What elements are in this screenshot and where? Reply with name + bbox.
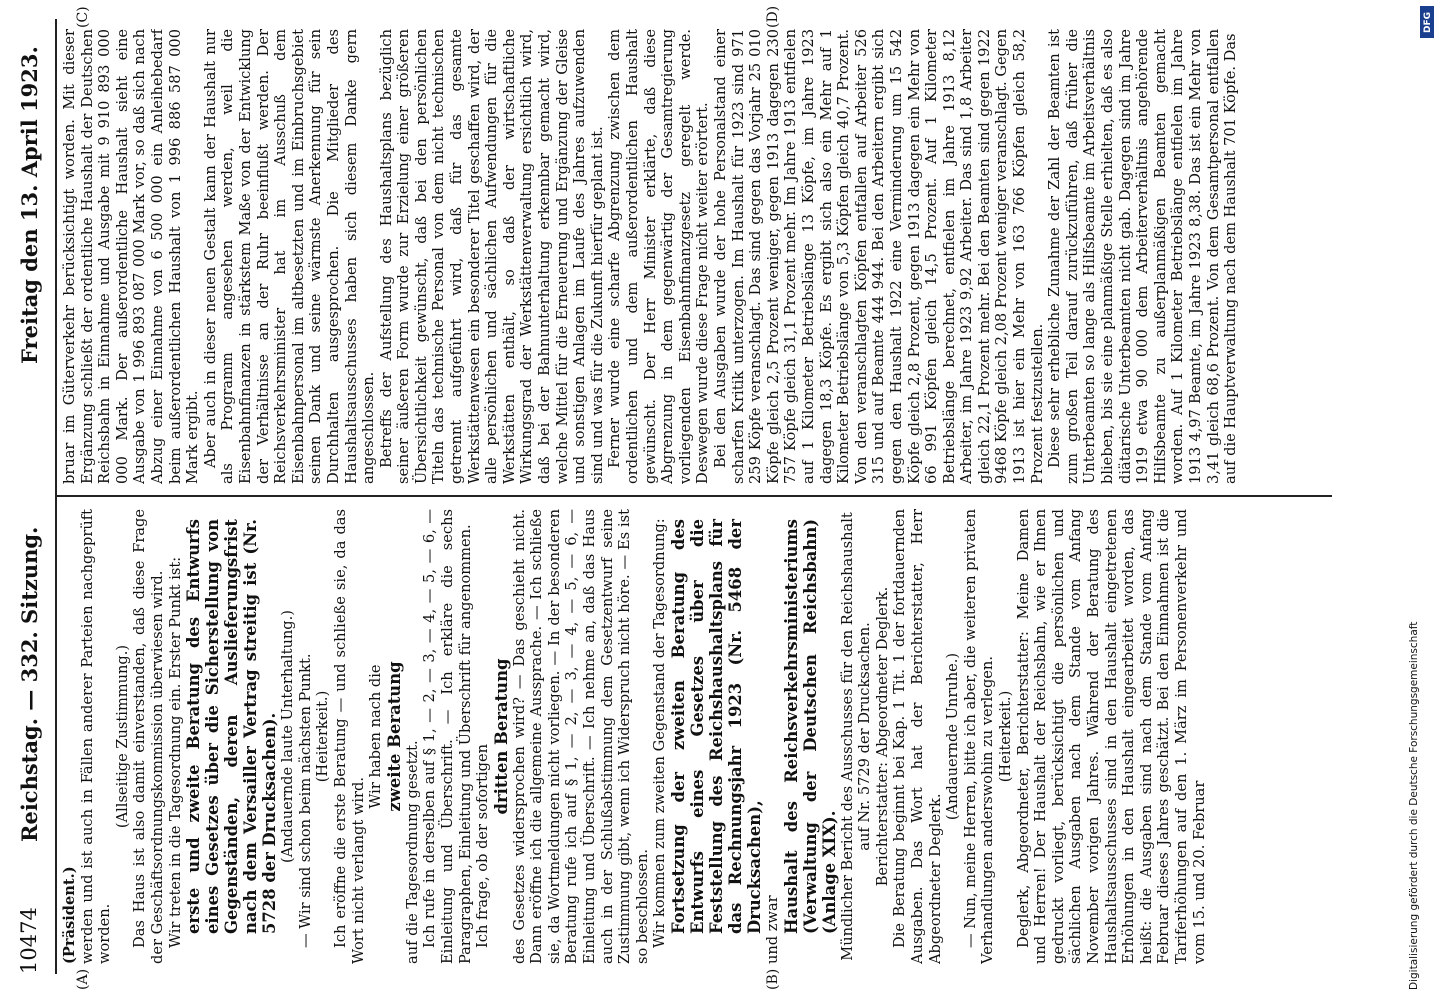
speaker-label: (Präsident.)	[61, 866, 78, 964]
margin-mark-c: (C)	[75, 6, 91, 28]
paragraph: Aber auch in dieser neuen Gestalt kann der Haushalt nur als Programm angesehen werden, weil die Eisenbahnfinanzen in stärkstem Maße von der Entwicklung der Verhältnisse an der Ruhr beeinflußt werden. Der Reichsverkehrsminister hat im Ausschuß dem Eisenbahnpersonal im altbesetzten und im Einbruchsgebiet seinen Dank und seine wärmste Anerkennung für sein Durchhalten ausgesprochen. Die Mitglieder des Haushaltsausschusses haben sich diesem Danke gern angeschlossen.	[201, 29, 378, 484]
session-date: Freitag den 13. April 1923.	[17, 46, 42, 364]
paragraph: Ich rufe in derselben auf § 1, — 2, — 3, — 4, — 5, — 6, — Einleitung und Überschrift. — Ich erkläre die sechs Paragraphen, Einleitung und Überschrift für angenommen.	[421, 509, 474, 964]
paragraph: — Nun, meine Herren, bitte ich aber, die weiteren privaten Verhandlungen anderswohin zu verlegen.	[961, 509, 997, 964]
paragraph: Ferner wurde eine scharfe Abgrenzung zwischen dem ordentlichen und dem außerordentlichen Haushalt gewünscht. Der Herr Minister erklärte, daß diese Abgrenzung in dem gegenwärtig der Gesamtregierung vorliegenden Eisenbahnfinanzgesetz geregelt werde. Deswegen wurde diese Frage nicht weiter erörtert.	[606, 29, 712, 484]
stage-direction: (Andauernde Unruhe.)	[944, 652, 962, 821]
paragraph: Mündlicher Bericht des Ausschusses für den Reichshaushalt auf Nr. 5729 der Drucksachen.	[838, 512, 874, 961]
paragraph: Die Beratung beginnt bei Kap. 1 Tit. 1 der fortdauernden Ausgaben. Das Wort hat der Berichterstatter, Herr Abgeordneter Deglerk.	[891, 509, 944, 964]
speech-paragraph: Deglerk, Abgeordneter, Berichterstatter: Meine Damen und Herren! Der Haushalt der Reichsbahn, wie er Ihnen gedruckt vorliegt, berücksichtigt die persönlichen und sächlichen Ausgaben nach dem Stande vom Anfang November vorigen Jahres. Während der Beratung des Haushaltsausschusses sind in den Haushalt eingetretenen Erhöhungen in den Haushalt eingearbeitet worden, das heißt: die Ausgaben sind nach dem Stande vom Anfang Februar dieses Jahres geschätzt. Bei den Einnahmen ist die Tariferhöhungen auf den 1. März im Personenverkehr und vom 15. und 20. Februar	[1014, 509, 1208, 964]
paragraph: werden und ist auch in Fällen anderer Parteien nachgeprüft worden.	[78, 509, 114, 964]
stage-direction: (Heiterkeit.)	[996, 690, 1014, 783]
paragraph: Diese sehr erhebliche Zunahme der Zahl der Beamten ist zum großen Teil darauf zurückzuführen, daß früher die Unterbeamten so lange als Hilfsbeamte im Arbeitsverhältnis blieben, bis sie eine planmäßige Stelle erhielten, daß es also diätarische Unterbeamten nicht gab. Dagegen sind im Jahre 1919 etwa 90 000 dem Arbeiterverhältnis angehörende Hilfsbeamte zu außerplanmäßigen Beamten gemacht worden. Auf 1 Kilometer Betriebslänge entfielen im Jahre 1913 4,97 Beamte, im Jahre 1923 8,38. Das ist ein Mehr von 3,41 gleich 68,6 Prozent. Von dem Gesamtpersonal entfallen auf die Hauptverwaltung nach dem Haushalt 701 Köpfe. Das	[1046, 29, 1240, 484]
paragraph: Das Haus ist also damit einverstanden, daß diese Frage der Geschäftsordnungskommission überwiesen wird.	[131, 509, 166, 964]
page-number: 10474	[17, 907, 41, 974]
section-heading: dritten Beratung	[491, 658, 511, 815]
agenda-item-title: Fortsetzung der zweiten Beratung des Entwurfs eines Gesetzes über die Feststellung des Reichshaushaltsplans für das Rechnungsjahr 1923 (Nr. 5468 der Drucksachen),	[669, 519, 765, 934]
paragraph: Wir treten in die Tagesordnung ein. Erster Punkt ist:	[166, 556, 184, 948]
digitization-credit: Digitalisierung gefördert durch die Deutsche Forschungsgemeinschaft	[1408, 621, 1420, 990]
paragraph: des Gesetzes widersprochen wird? — Das geschieht nicht. Dann eröffne ich die allgemeine Aussprache. — Ich schließe sie, da Wortmeldungen nicht vorliegen. — In der besonderen Beratung rufe ich auf § 1, — 2, — 3, — 4, — 5, — 6, — Einleitung und Überschrift. — Ich nehme an, daß das Haus auch in der Schlußabstimmung dem Gesetzentwurf seine Zustimmung gibt, wenn ich Widerspruch nicht höre. — Es ist so beschlossen.	[510, 509, 651, 964]
paragraph: Bei den Ausgaben wurde der hohe Personalstand einer scharfen Kritik unterzogen. Im Haushalt für 1923 sind 971 259 Köpfe veranschlagt. Das sind gegen das Vorjahr 25 010 Köpfe gleich 2,5 Prozent weniger, gegen 1913 dagegen 230 757 Köpfe gleich 31,1 Prozent mehr. Im Jahre 1913 entfielen auf 1 Kilometer Betriebslänge 13 Köpfe, im Jahre 1923 dagegen 18,3 Köpfe. Es ergibt sich also ein Mehr auf 1 Kilometer Betriebslänge von 5,3 Köpfen gleich 40,7 Prozent. Von den veranschlagten Köpfen entfallen auf Arbeiter 526 315 und auf Beamte 444 944. Bei den Arbeitern ergibt sich gegen den Haushalt 1922 eine Verminderung um 15 542 Köpfe gleich 2,8 Prozent, gegen 1913 dagegen ein Mehr von 66 991 Köpfen gleich 14,5 Prozent. Auf 1 Kilometer Betriebslänge berechnet, entfielen im Jahre 1913 8,12 Arbeiter, im Jahre 1923 9,92 Arbeiter. Das sind 1,8 Arbeiter gleich 22,1 Prozent mehr. Bei den Beamten sind gegen 1922 9468 Köpfe gleich 2,08 Prozent weniger veranschlagt. Gegen 1913 ist hier ein Mehr von 163 766 Köpfen gleich 58,2 Prozent festzustellen.	[711, 29, 1046, 484]
paragraph: Wir haben nach die	[367, 664, 385, 809]
paragraph: Berichterstatter: Abgeordneter Deglerk.	[873, 586, 891, 887]
paragraph: — Wir sind schon beim nächsten Punkt.	[296, 653, 314, 948]
stage-direction: (Heiterkeit.)	[314, 690, 332, 783]
session-title: Reichstag. — 332. Sitzung.	[17, 526, 42, 842]
dfg-logo: DFG	[1420, 6, 1434, 38]
paragraph: bruar im Güterverkehr berücksichtigt worden. Mit dieser Ergänzung schließt der ordentliche Haushalt der Deutschen Reichsbahn in Einnahme und Ausgabe mit 9 910 893 000 000 Mark. Der außerordentliche Haushalt sieht eine Ausgabe von 1 996 893 087 000 Mark vor, so daß sich nach Abzug einer Einnahme von 6 500 000 ein Anleihebedarf beim außerordentlichen Haushalt von 1 996 886 587 000 Mark ergibt.	[61, 29, 202, 484]
paragraph: Wir kommen zum zweiten Gegenstand der Tagesordnung:	[651, 518, 669, 948]
column-divider	[57, 495, 1332, 497]
paragraph: Betreffs der Aufstellung des Haushaltsplans bezüglich seiner äußeren Form wurde zur Erzielung einer größeren Übersichtlichkeit gewünscht, daß bei den persönlichen Titeln das technische Personal von dem nicht technischen getrennt aufgeführt wird, daß für das gesamte Werkstättenwesen ein besonderer Titel geschaffen wird, der alle persönlichen und sächlichen Aufwendungen für die Werkstätten enthält, so daß der wirtschaftliche Wirkungsgrad der Werkstättenverwaltung ersichtlich wird, daß bei der Bahnunterhaltung erkennbar gemacht wird, welche Mittel für die Erneuerung und Ergänzung der Gleise und sonstigen Anlagen im Laufe des Jahres aufzuwenden sind und was für die Zukunft hierfür geplant ist.	[377, 29, 606, 484]
paragraph: auf die Tagesordnung gesetzt.	[403, 740, 421, 964]
margin-mark-a: (A)	[75, 968, 91, 990]
section-heading: zweite Beratung	[384, 661, 404, 812]
stage-direction: (Andauernde laute Unterhaltung.)	[279, 610, 297, 863]
left-column	[61, 509, 1336, 964]
paragraph: Ich eröffne die erste Beratung — und schließe sie, da das Wort nicht verlangt wird.	[331, 509, 367, 964]
rotated-page	[5, 2, 1345, 992]
budget-section-title: Haushalt des Reichsverkehrsministeriums (Verwaltung der Deutschen Reichsbahn) (Anlage XIX).	[781, 519, 839, 934]
paragraph: und zwar	[764, 895, 782, 964]
right-column	[61, 29, 1336, 484]
stage-direction: (Allseitige Zustimmung.)	[113, 644, 131, 829]
margin-mark-d: (D)	[765, 5, 781, 28]
agenda-item-title: erste und zweite Beratung des Entwurfs eines Gesetzes über die Sicherstellung von Gegenständen, deren Auslieferungsfrist nach dem Versailler Vertrag streitig ist (Nr. 5728 der Drucksachen).	[184, 519, 280, 934]
margin-mark-b: (B)	[765, 968, 781, 990]
page-header	[11, 19, 53, 974]
paragraph: Ich frage, ob der sofortigen	[474, 743, 492, 948]
